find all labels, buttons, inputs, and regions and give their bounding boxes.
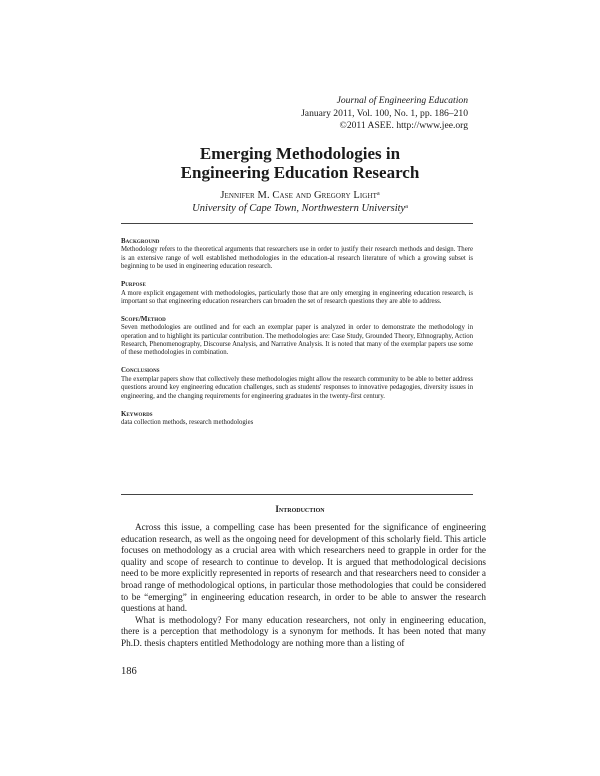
abstract-background bbox=[121, 238, 473, 272]
introduction-paragraph-2: What is methodology? For many education researchers, not only in engineering education, there is a perception that methodology is a synonym for methods. It has been noted that many Ph.D. thesis chapters entitled Methodology are nothing more than a listing of bbox=[121, 614, 486, 648]
author-affiliation: University of Cape Town, Northwestern University bbox=[192, 203, 406, 214]
author-names-line bbox=[0, 189, 600, 202]
conclusions-heading: Conclusions bbox=[121, 367, 160, 375]
author-names: Jennifer M. Case and Gregory Light bbox=[220, 190, 377, 201]
purpose-heading: Purpose bbox=[121, 281, 146, 289]
page-number: 186 bbox=[121, 665, 137, 677]
keywords-heading: Keywords bbox=[121, 410, 153, 418]
journal-name: Journal of Engineering Education bbox=[336, 95, 468, 106]
scope-method-text: Seven methodologies are outlined and for each an exemplar paper is analyzed in order to demonstrate the methodology in operation and to highlight its particular contribution. The methodologies are: Case Study, Grounded Theory, Ethnography, Action Research, Phenomenography, Discourse Analysis, and Narrative Analysis. It is noted that many of the exemplar papers use some of these methodologies in combination. bbox=[121, 324, 473, 357]
scope-method-heading: Scope/Method bbox=[121, 315, 166, 323]
abstract-conclusions bbox=[121, 367, 473, 401]
abstract-keywords bbox=[121, 411, 473, 428]
title-line-2: Engineering Education Research bbox=[180, 163, 420, 182]
abstract-top-rule bbox=[121, 223, 473, 224]
author-block bbox=[0, 189, 600, 215]
journal-header bbox=[301, 95, 468, 133]
abstract bbox=[121, 238, 473, 437]
introduction-paragraph-1: Across this issue, a compelling case has been presented for the significance of engineering education research, as well as the ongoing need for development of this scholarly field. This article focuses on methodology as a crucial area with which researchers need to grapple in order for the quality and scope of research to continue to develop. It is argued that methodological decisions need to be more explicitly represented in reports of research and that researchers need to consider a broad range of methodological options, in particular those methodologies that could be considered to be “emerging” in engineering education research, in order to be able to answer the research questions at hand. bbox=[121, 522, 486, 614]
abstract-purpose bbox=[121, 281, 473, 306]
background-text: Methodology refers to the theoretical arguments that researchers use in order to justify their research methods and design. There is an extensive range of well established methodologies in the education-al research literature of which a growing subset is beginning to be used in engineering education research. bbox=[121, 246, 473, 271]
author-footnote-mark: a bbox=[376, 191, 380, 197]
abstract-bottom-rule bbox=[121, 494, 473, 495]
abstract-scope-method bbox=[121, 316, 473, 358]
affiliation-footnote-mark: a bbox=[405, 204, 408, 210]
introduction-body bbox=[121, 522, 486, 677]
paper-title bbox=[0, 144, 600, 182]
journal-copyright: ©2011 ASEE. http://www.jee.org bbox=[339, 120, 468, 131]
conclusions-text: The exemplar papers show that collectively these methodologies might allow the research community to be able to better address questions around key engineering education challenges, such as students' responses to innovative pedagogies, diversity issues in engineering, and the changing requirements for engineering graduates in the twenty-first century. bbox=[121, 375, 473, 400]
affiliation-line bbox=[0, 202, 600, 215]
journal-issue: January 2011, Vol. 100, No. 1, pp. 186–210 bbox=[301, 107, 468, 119]
keywords-text: data collection methods, research methodologies bbox=[121, 418, 254, 426]
title-line-1: Emerging Methodologies in bbox=[199, 144, 401, 163]
purpose-text: A more explicit engagement with methodologies, particularly those that are only emerging in engineering education research, is important so that engineering education researchers can broaden the set of research questions they are able to address. bbox=[121, 289, 473, 305]
background-heading: Background bbox=[121, 238, 160, 245]
introduction-heading: Introduction bbox=[275, 504, 325, 514]
